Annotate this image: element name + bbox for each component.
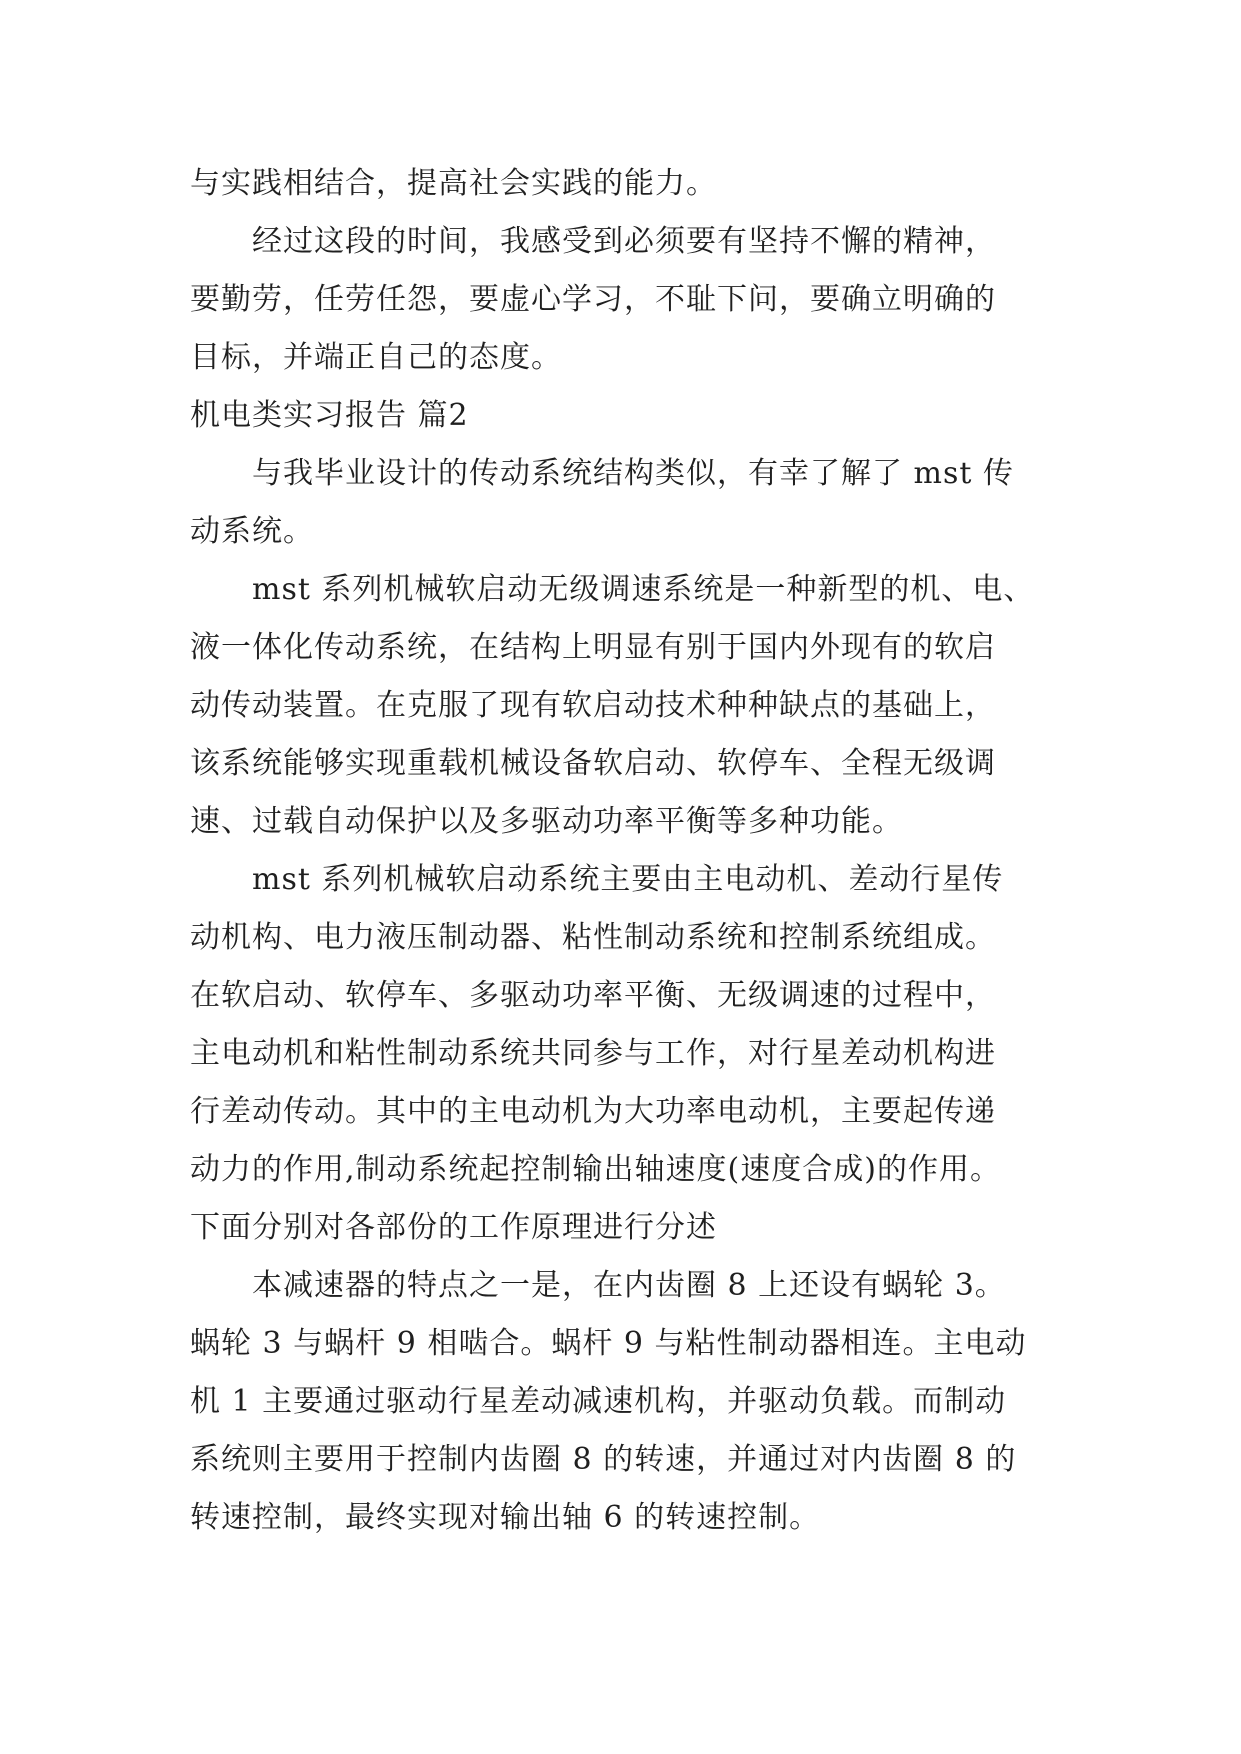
text-line: 目标，并端正自己的态度。 [190, 340, 562, 375]
text-line: 转速控制，最终实现对输出轴 6 的转速控制。 [190, 1500, 821, 1535]
text-line: 动传动装置。在克服了现有软启动技术种种缺点的基础上， [190, 688, 996, 723]
text-line: 在软启动、软停车、多驱动功率平衡、无级调速的过程中， [190, 978, 996, 1013]
text-line: 动系统。 [190, 514, 314, 549]
text-line: 液一体化传动系统，在结构上明显有别于国内外现有的软启 [190, 630, 996, 665]
text-line: 蜗轮 3 与蜗杆 9 相啮合。蜗杆 9 与粘性制动器相连。主电动 [190, 1326, 1027, 1361]
text-line: 系统则主要用于控制内齿圈 8 的转速，并通过对内齿圈 8 的 [190, 1442, 1017, 1477]
text-line: 与实践相结合，提高社会实践的能力。 [190, 166, 717, 201]
paragraph-start: 本减速器的特点之一是，在内齿圈 8 上还设有蜗轮 3。 [252, 1268, 1006, 1303]
text-line: 要勤劳，任劳任怨，要虚心学习，不耻下问，要确立明确的 [190, 282, 996, 317]
text-line: 速、过载自动保护以及多驱动功率平衡等多种功能。 [190, 804, 903, 839]
text-line: 动力的作用,制动系统起控制输出轴速度(速度合成)的作用。 [190, 1152, 1001, 1187]
paragraph-start: mst 系列机械软启动无级调速系统是一种新型的机、电、 [252, 572, 1035, 607]
text-line: 机 1 主要通过驱动行星差动减速机构，并驱动负载。而制动 [190, 1384, 1007, 1419]
paragraph-start: 经过这段的时间，我感受到必须要有坚持不懈的精神， [252, 224, 996, 259]
text-line: 该系统能够实现重载机械设备软启动、软停车、全程无级调 [190, 746, 996, 781]
section-heading: 机电类实习报告 篇2 [190, 398, 469, 433]
paragraph-start: 与我毕业设计的传动系统结构类似，有幸了解了 mst 传 [252, 456, 1014, 491]
text-line: 主电动机和粘性制动系统共同参与工作，对行星差动机构进 [190, 1036, 996, 1071]
text-line: 行差动传动。其中的主电动机为大功率电动机，主要起传递 [190, 1094, 996, 1129]
text-line: 动机构、电力液压制动器、粘性制动系统和控制系统组成。 [190, 920, 996, 955]
document-page [190, 155, 1070, 1547]
paragraph-start: mst 系列机械软启动系统主要由主电动机、差动行星传 [252, 862, 1004, 897]
text-line: 下面分别对各部份的工作原理进行分述 [190, 1210, 717, 1245]
